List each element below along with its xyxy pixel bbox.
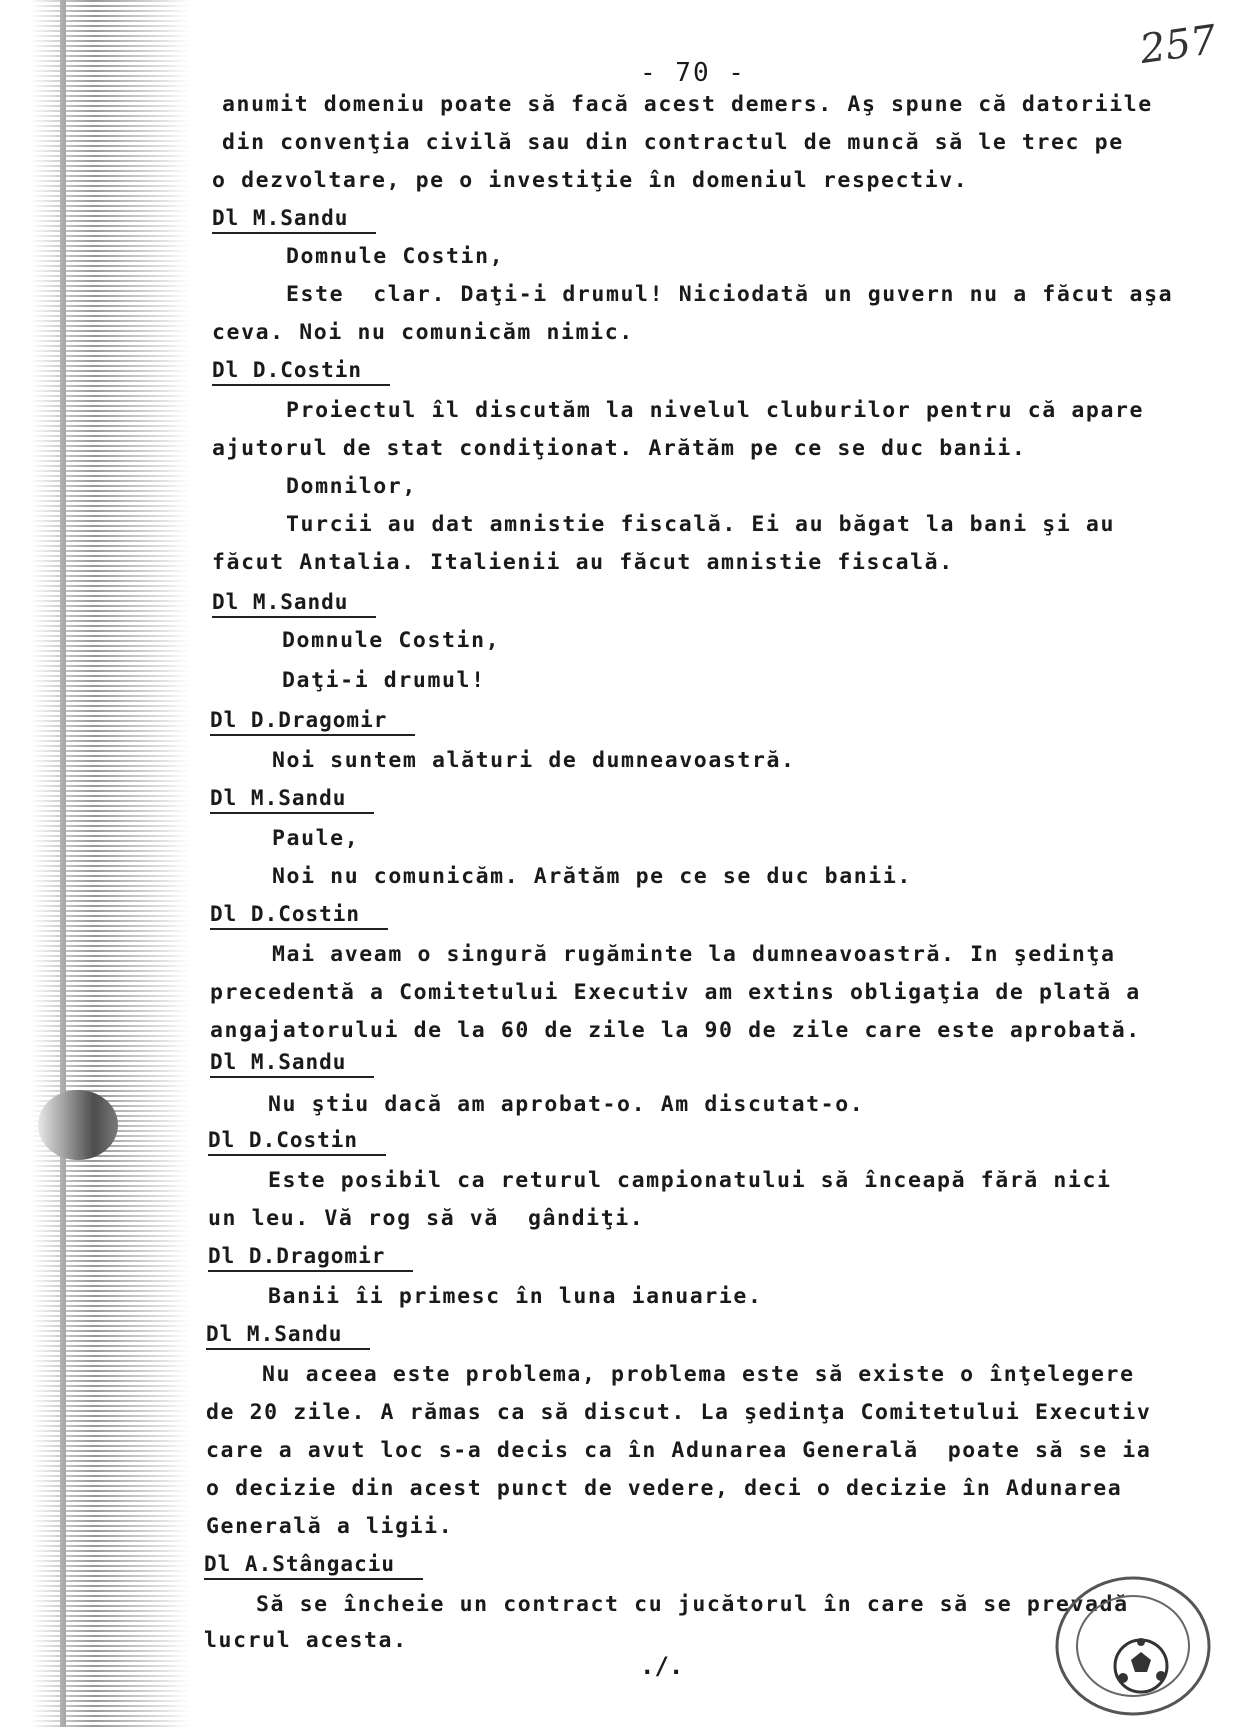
continuation-mark: ./. — [640, 1652, 684, 1680]
page-number: - 70 - — [640, 58, 746, 88]
speaker-label: Dl D.Costin — [208, 1128, 386, 1156]
text-line: Domnule Costin, — [282, 628, 501, 653]
speaker-label: Dl M.Sandu — [210, 1050, 374, 1078]
text-line: ceva. Noi nu comunicăm nimic. — [212, 320, 634, 345]
speaker-label: Dl M.Sandu — [206, 1322, 370, 1350]
text-line: din convenţia civilă sau din contractul de muncă să le trec pe — [222, 130, 1124, 155]
text-line: de 20 zile. A rămas ca să discut. La şedinţa Comitetului Executiv — [206, 1400, 1152, 1425]
text-line: anumit domeniu poate să facă acest demers. Aş spune că datoriile — [222, 92, 1153, 117]
speaker-label: Dl D.Dragomir — [208, 1244, 413, 1272]
speaker-label: Dl M.Sandu — [210, 786, 374, 814]
text-line: o dezvoltare, pe o investiţie în domeniul respectiv. — [212, 168, 969, 193]
text-line: Este posibil ca returul campionatului să înceapă fără nici — [268, 1168, 1112, 1193]
text-line: făcut Antalia. Italienii au făcut amnistie fiscală. — [212, 550, 954, 575]
text-line: Domnilor, — [286, 474, 417, 499]
text-line: Daţi-i drumul! — [282, 668, 486, 693]
text-line: lucrul acesta. — [204, 1628, 408, 1653]
text-line: Turcii au dat amnistie fiscală. Ei au băgat la bani şi au — [286, 512, 1116, 537]
text-line: Domnule Costin, — [286, 244, 505, 269]
speaker-label: Dl D.Costin — [210, 902, 388, 930]
speaker-label: Dl D.Costin — [212, 358, 390, 386]
text-line: ajutorul de stat condiţionat. Arătăm pe ce se duc banii. — [212, 436, 1027, 461]
text-line: un leu. Vă rog să vă gândiţi. — [208, 1206, 645, 1231]
archive-number: 257 — [1137, 16, 1220, 74]
text-line: Să se încheie un contract cu jucătorul în care să se prevadă — [256, 1592, 1129, 1617]
text-line: o decizie din acest punct de vedere, deci o decizie în Adunarea — [206, 1476, 1123, 1501]
text-line: Generală a ligii. — [206, 1514, 454, 1539]
speaker-label: Dl M.Sandu — [212, 206, 376, 234]
federation-seal-stamp — [1045, 1568, 1215, 1718]
speaker-label: Dl A.Stângaciu — [204, 1552, 423, 1580]
text-line: Nu ştiu dacă am aprobat-o. Am discutat-o. — [268, 1092, 865, 1117]
text-line: Paule, — [272, 826, 360, 851]
text-line: angajatorului de la 60 de zile la 90 de zile care este aprobată. — [210, 1018, 1141, 1043]
speaker-label: Dl M.Sandu — [212, 590, 376, 618]
speaker-label: Dl D.Dragomir — [210, 708, 415, 736]
text-line: Proiectul îl discutăm la nivelul cluburilor pentru că apare — [286, 398, 1145, 423]
text-line: care a avut loc s-a decis ca în Adunarea Generală poate să se ia — [206, 1438, 1152, 1463]
text-line: Mai aveam o singură rugăminte la dumneavoastră. In şedinţa — [272, 942, 1116, 967]
text-line: Nu aceea este problema, problema este să existe o înţelegere — [262, 1362, 1135, 1387]
text-line: Noi suntem alături de dumneavoastră. — [272, 748, 796, 773]
text-line: precedentă a Comitetului Executiv am extins obligaţia de plată a — [210, 980, 1141, 1005]
text-line: Noi nu comunicăm. Arătăm pe ce se duc banii. — [272, 864, 912, 889]
text-line: Este clar. Daţi-i drumul! Niciodată un guvern nu a făcut aşa — [286, 282, 1174, 307]
text-line: Banii îi primesc în luna ianuarie. — [268, 1284, 763, 1309]
